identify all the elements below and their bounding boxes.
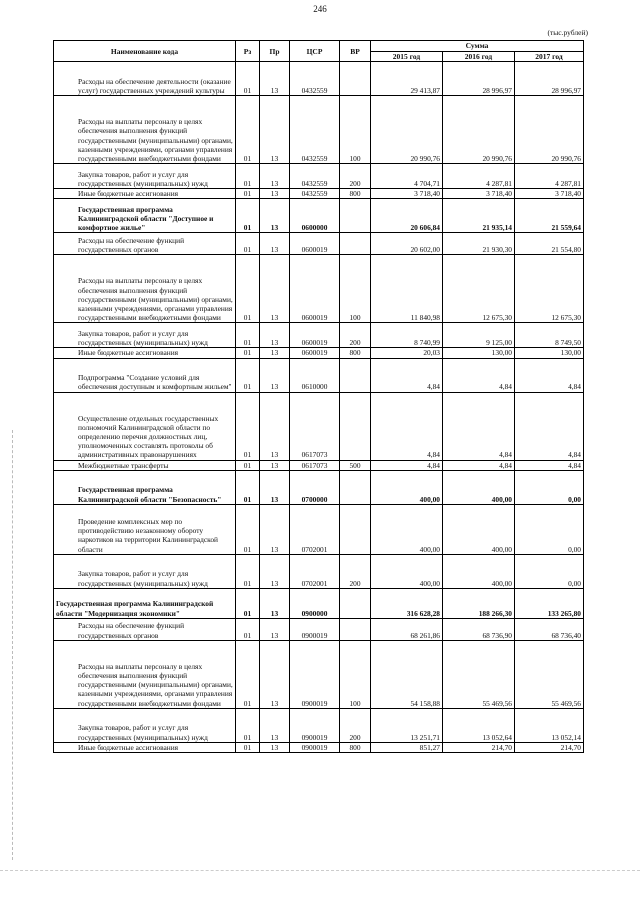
cell-rz: 01 xyxy=(236,199,260,233)
header-pr: Пр xyxy=(260,41,290,62)
cell-name: Проведение комплексных мер по противодействию незаконному обороту наркотиков на территории Калининградской области xyxy=(54,504,236,554)
cell-name: Расходы на выплаты персоналу в целях обеспечения выполнения функций государственными (муниципальными) органами, казенными учреждениями, органами управления государственными внебюджетными фондами xyxy=(54,640,236,708)
cell-vr xyxy=(340,358,371,392)
table-row xyxy=(54,62,584,96)
cell-2017: 4 287,81 xyxy=(515,164,584,189)
cell-vr xyxy=(340,62,371,96)
cell-2017: 0,00 xyxy=(515,470,584,504)
header-csr: ЦСР xyxy=(290,41,340,62)
cell-2017: 130,00 xyxy=(515,348,584,358)
table-row xyxy=(54,708,584,742)
cell-vr xyxy=(340,233,371,255)
cell-rz: 01 xyxy=(236,640,260,708)
cell-pr: 13 xyxy=(260,460,290,470)
cell-pr: 13 xyxy=(260,233,290,255)
cell-2016: 3 718,40 xyxy=(443,189,515,199)
table-row xyxy=(54,588,584,618)
cell-csr: 0432559 xyxy=(290,96,340,164)
cell-rz: 01 xyxy=(236,708,260,742)
cell-vr xyxy=(340,618,371,640)
cell-name: Закупка товаров, работ и услуг для государственных (муниципальных) нужд xyxy=(54,323,236,348)
header-vr: ВР xyxy=(340,41,371,62)
cell-name: Иные бюджетные ассигнования xyxy=(54,189,236,199)
cell-vr xyxy=(340,392,371,460)
cell-2015: 13 251,71 xyxy=(371,708,443,742)
cell-2016: 21 930,30 xyxy=(443,233,515,255)
cell-2017: 8 749,50 xyxy=(515,323,584,348)
table-row xyxy=(54,255,584,323)
cell-pr: 13 xyxy=(260,164,290,189)
cell-pr: 13 xyxy=(260,742,290,752)
cell-pr: 13 xyxy=(260,588,290,618)
cell-csr: 0702001 xyxy=(290,554,340,588)
cell-2015: 29 413,87 xyxy=(371,62,443,96)
cell-rz: 01 xyxy=(236,554,260,588)
cell-rz: 01 xyxy=(236,323,260,348)
header-2016: 2016 год xyxy=(443,52,515,62)
cell-2016: 21 935,14 xyxy=(443,199,515,233)
cell-rz: 01 xyxy=(236,392,260,460)
cell-name: Осуществление отдельных государственных полномочий Калининградской области по определению перечня должностных лиц, уполномоченных составлять протоколы об административных правонарушениях xyxy=(54,392,236,460)
cell-name: Межбюджетные трансферты xyxy=(54,460,236,470)
cell-2016: 400,00 xyxy=(443,554,515,588)
table-row xyxy=(54,348,584,358)
cell-2016: 130,00 xyxy=(443,348,515,358)
page-number: 246 xyxy=(313,4,327,14)
cell-vr xyxy=(340,470,371,504)
cell-2015: 400,00 xyxy=(371,504,443,554)
scan-bottom-line xyxy=(0,870,640,872)
cell-2015: 316 628,28 xyxy=(371,588,443,618)
cell-pr: 13 xyxy=(260,62,290,96)
cell-2017: 0,00 xyxy=(515,504,584,554)
cell-csr: 0900000 xyxy=(290,588,340,618)
cell-2015: 400,00 xyxy=(371,554,443,588)
cell-vr: 200 xyxy=(340,164,371,189)
cell-vr xyxy=(340,588,371,618)
budget-table xyxy=(53,40,584,753)
cell-csr: 0617073 xyxy=(290,392,340,460)
cell-csr: 0702001 xyxy=(290,504,340,554)
header-name: Наименование кода xyxy=(54,41,236,62)
cell-csr: 0900019 xyxy=(290,640,340,708)
cell-rz: 01 xyxy=(236,96,260,164)
units-label: (тыс.рублей) xyxy=(547,28,588,37)
cell-2016: 9 125,00 xyxy=(443,323,515,348)
cell-pr: 13 xyxy=(260,618,290,640)
cell-2015: 20 606,84 xyxy=(371,199,443,233)
cell-csr: 0600019 xyxy=(290,233,340,255)
cell-2015: 20,03 xyxy=(371,348,443,358)
cell-2015: 851,27 xyxy=(371,742,443,752)
cell-name: Расходы на обеспечение функций государственных органов xyxy=(54,618,236,640)
cell-2017: 3 718,40 xyxy=(515,189,584,199)
cell-pr: 13 xyxy=(260,708,290,742)
cell-2017: 68 736,40 xyxy=(515,618,584,640)
cell-csr: 0432559 xyxy=(290,189,340,199)
cell-csr: 0600000 xyxy=(290,199,340,233)
cell-name: Закупка товаров, работ и услуг для государственных (муниципальных) нужд xyxy=(54,708,236,742)
cell-vr: 100 xyxy=(340,640,371,708)
cell-pr: 13 xyxy=(260,358,290,392)
cell-vr: 100 xyxy=(340,96,371,164)
header-2015: 2015 год xyxy=(371,52,443,62)
cell-2015: 3 718,40 xyxy=(371,189,443,199)
cell-pr: 13 xyxy=(260,96,290,164)
cell-2017: 28 996,97 xyxy=(515,62,584,96)
cell-2017: 133 265,80 xyxy=(515,588,584,618)
cell-2015: 4 704,71 xyxy=(371,164,443,189)
cell-csr: 0432559 xyxy=(290,164,340,189)
cell-rz: 01 xyxy=(236,588,260,618)
cell-rz: 01 xyxy=(236,255,260,323)
cell-rz: 01 xyxy=(236,164,260,189)
table-row xyxy=(54,460,584,470)
cell-csr: 0600019 xyxy=(290,255,340,323)
cell-pr: 13 xyxy=(260,470,290,504)
cell-2015: 54 158,88 xyxy=(371,640,443,708)
cell-csr: 0432559 xyxy=(290,62,340,96)
cell-2017: 20 990,76 xyxy=(515,96,584,164)
cell-name: Расходы на выплаты персоналу в целях обеспечения выполнения функций государственными (муниципальными) органами, казенными учреждениями, органами управления государственными внебюджетными фондами xyxy=(54,255,236,323)
cell-name: Расходы на выплаты персоналу в целях обеспечения выполнения функций государственными (муниципальными) органами, казенными учреждениями, органами управления государственными внебюджетными фондами xyxy=(54,96,236,164)
cell-name: Расходы на обеспечение деятельности (оказание услуг) государственных учреждений культуры xyxy=(54,62,236,96)
cell-csr: 0900019 xyxy=(290,708,340,742)
cell-pr: 13 xyxy=(260,504,290,554)
cell-2016: 4,84 xyxy=(443,460,515,470)
cell-rz: 01 xyxy=(236,460,260,470)
table-body xyxy=(54,62,584,753)
cell-name: Расходы на обеспечение функций государственных органов xyxy=(54,233,236,255)
cell-2015: 8 740,99 xyxy=(371,323,443,348)
cell-2016: 12 675,30 xyxy=(443,255,515,323)
cell-csr: 0600019 xyxy=(290,323,340,348)
cell-2017: 13 052,14 xyxy=(515,708,584,742)
cell-vr: 800 xyxy=(340,348,371,358)
cell-2016: 55 469,56 xyxy=(443,640,515,708)
cell-2016: 188 266,30 xyxy=(443,588,515,618)
table-row xyxy=(54,554,584,588)
cell-rz: 01 xyxy=(236,470,260,504)
cell-vr: 200 xyxy=(340,554,371,588)
table-row xyxy=(54,164,584,189)
cell-2015: 68 261,86 xyxy=(371,618,443,640)
cell-2017: 4,84 xyxy=(515,392,584,460)
cell-name: Государственная программа Калининградской области "Модернизация экономики" xyxy=(54,588,236,618)
cell-name: Подпрограмма "Создание условий для обеспечения доступным и комфортным жильем" xyxy=(54,358,236,392)
cell-vr: 800 xyxy=(340,189,371,199)
cell-name: Иные бюджетные ассигнования xyxy=(54,742,236,752)
cell-2016: 400,00 xyxy=(443,504,515,554)
table-row xyxy=(54,233,584,255)
cell-pr: 13 xyxy=(260,323,290,348)
cell-2016: 28 996,97 xyxy=(443,62,515,96)
cell-pr: 13 xyxy=(260,554,290,588)
table-row xyxy=(54,358,584,392)
table-row xyxy=(54,96,584,164)
table-row xyxy=(54,640,584,708)
cell-rz: 01 xyxy=(236,233,260,255)
cell-2016: 4 287,81 xyxy=(443,164,515,189)
cell-csr: 0900019 xyxy=(290,742,340,752)
cell-2015: 400,00 xyxy=(371,470,443,504)
cell-name: Иные бюджетные ассигнования xyxy=(54,348,236,358)
cell-rz: 01 xyxy=(236,358,260,392)
cell-2016: 68 736,90 xyxy=(443,618,515,640)
cell-2017: 21 554,80 xyxy=(515,233,584,255)
cell-2017: 55 469,56 xyxy=(515,640,584,708)
cell-2017: 21 559,64 xyxy=(515,199,584,233)
cell-name: Закупка товаров, работ и услуг для государственных (муниципальных) нужд xyxy=(54,554,236,588)
header-sum: Сумма xyxy=(371,41,584,52)
cell-name: Закупка товаров, работ и услуг для государственных (муниципальных) нужд xyxy=(54,164,236,189)
cell-rz: 01 xyxy=(236,742,260,752)
cell-pr: 13 xyxy=(260,255,290,323)
table-row xyxy=(54,470,584,504)
cell-2016: 13 052,64 xyxy=(443,708,515,742)
table-row xyxy=(54,742,584,752)
cell-2015: 4,84 xyxy=(371,358,443,392)
cell-rz: 01 xyxy=(236,618,260,640)
table-row xyxy=(54,504,584,554)
cell-2017: 0,00 xyxy=(515,554,584,588)
table-row xyxy=(54,189,584,199)
cell-2017: 214,70 xyxy=(515,742,584,752)
cell-2016: 400,00 xyxy=(443,470,515,504)
cell-2015: 4,84 xyxy=(371,392,443,460)
cell-2016: 214,70 xyxy=(443,742,515,752)
cell-pr: 13 xyxy=(260,348,290,358)
cell-vr xyxy=(340,504,371,554)
cell-pr: 13 xyxy=(260,189,290,199)
cell-2016: 4,84 xyxy=(443,392,515,460)
cell-2016: 20 990,76 xyxy=(443,96,515,164)
table-row xyxy=(54,199,584,233)
cell-rz: 01 xyxy=(236,62,260,96)
cell-csr: 0617073 xyxy=(290,460,340,470)
cell-pr: 13 xyxy=(260,199,290,233)
cell-vr: 200 xyxy=(340,708,371,742)
cell-2015: 4,84 xyxy=(371,460,443,470)
cell-rz: 01 xyxy=(236,189,260,199)
cell-pr: 13 xyxy=(260,640,290,708)
table-row xyxy=(54,618,584,640)
cell-2015: 20 602,00 xyxy=(371,233,443,255)
cell-vr: 500 xyxy=(340,460,371,470)
cell-pr: 13 xyxy=(260,392,290,460)
cell-2015: 20 990,76 xyxy=(371,96,443,164)
cell-2017: 12 675,30 xyxy=(515,255,584,323)
cell-2017: 4,84 xyxy=(515,358,584,392)
cell-2017: 4,84 xyxy=(515,460,584,470)
header-2017: 2017 год xyxy=(515,52,584,62)
cell-vr: 200 xyxy=(340,323,371,348)
cell-csr: 0900019 xyxy=(290,618,340,640)
scan-margin-line xyxy=(12,430,14,860)
cell-name: Государственная программа Калининградской области "Безопасность" xyxy=(54,470,236,504)
cell-rz: 01 xyxy=(236,504,260,554)
cell-vr: 100 xyxy=(340,255,371,323)
cell-vr: 800 xyxy=(340,742,371,752)
cell-csr: 0700000 xyxy=(290,470,340,504)
cell-name: Государственная программа Калининградской области "Доступное и комфортное жилье" xyxy=(54,199,236,233)
table-row xyxy=(54,323,584,348)
table-row xyxy=(54,392,584,460)
cell-csr: 0600019 xyxy=(290,348,340,358)
cell-2015: 11 840,98 xyxy=(371,255,443,323)
cell-vr xyxy=(340,199,371,233)
header-rz: Рз xyxy=(236,41,260,62)
cell-2016: 4,84 xyxy=(443,358,515,392)
cell-rz: 01 xyxy=(236,348,260,358)
cell-csr: 0610000 xyxy=(290,358,340,392)
